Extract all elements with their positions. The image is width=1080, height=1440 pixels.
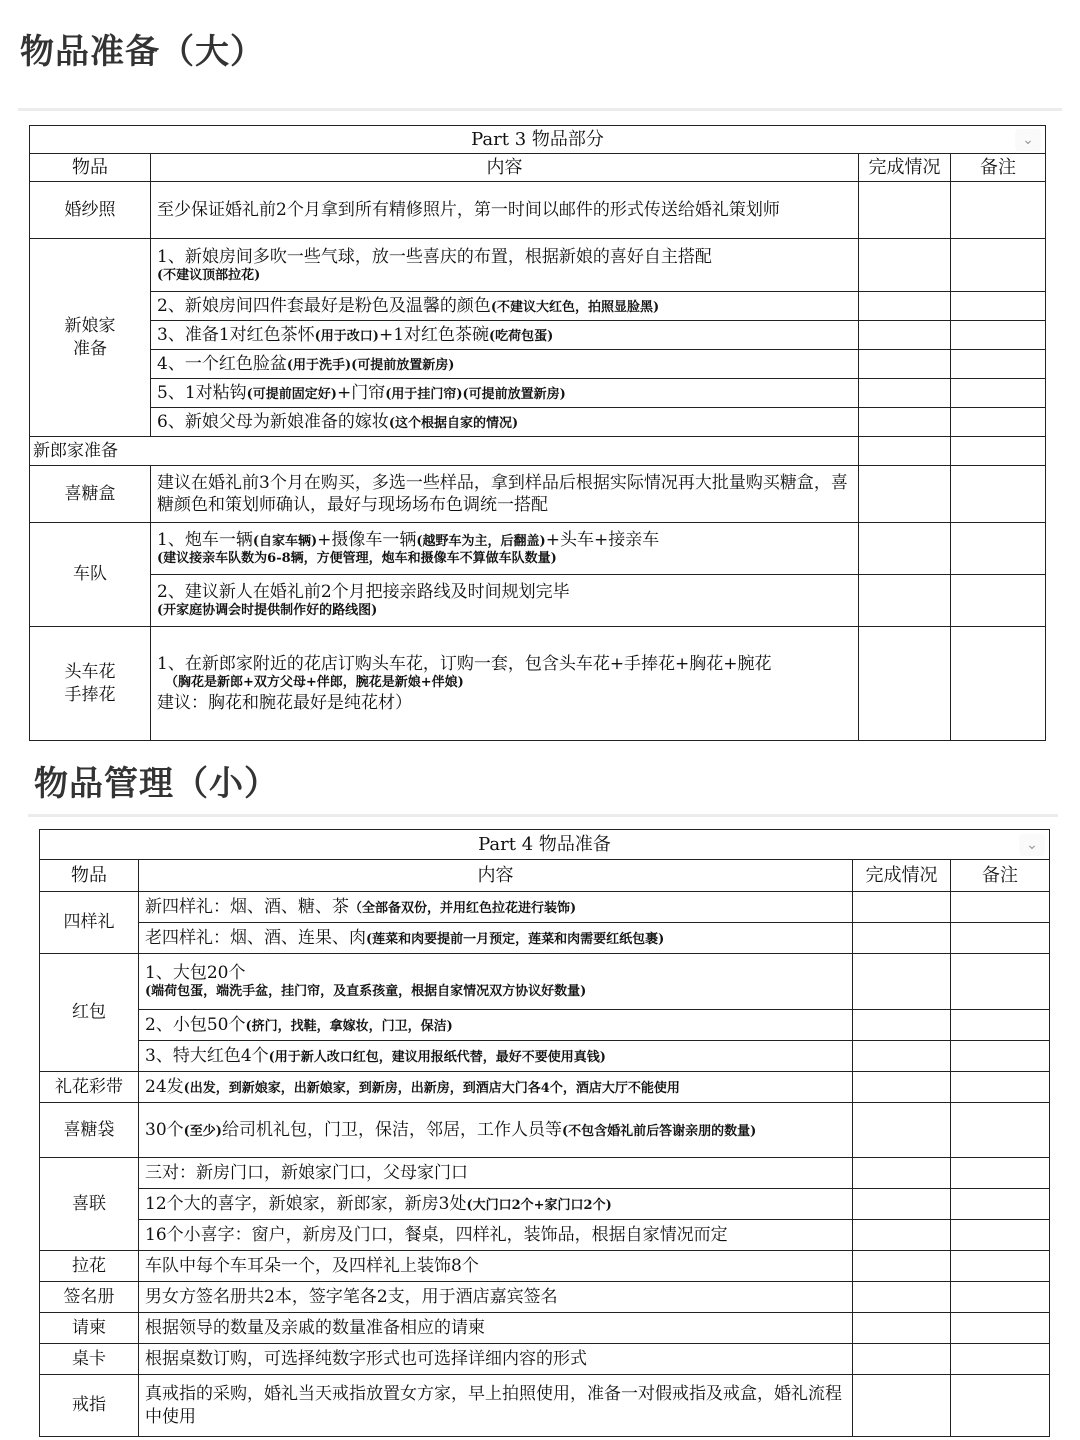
- note-cell[interactable]: [951, 575, 1046, 627]
- content-main: 6、新娘父母为新娘准备的嫁妆: [157, 411, 389, 432]
- spreadsheet-part4: [28, 814, 1058, 1440]
- item-cell: 喜联: [40, 1158, 139, 1251]
- table-row: [40, 1041, 1050, 1072]
- table-row: [40, 1158, 1050, 1189]
- table-row: [30, 350, 1046, 379]
- content-main: 4、一个红色脸盆: [157, 353, 287, 374]
- note-cell[interactable]: [951, 1313, 1050, 1344]
- content-cell: [139, 954, 853, 1010]
- status-cell[interactable]: [853, 1313, 951, 1344]
- part-title: Part 4 物品准备: [478, 833, 611, 855]
- content-cell: [151, 239, 859, 292]
- content-note: （全部备双份，并用红色拉花进行装饰): [349, 900, 577, 916]
- table-row: [30, 408, 1046, 437]
- note-cell[interactable]: [951, 1344, 1050, 1375]
- content-cell: 根据领导的数量及亲戚的数量准备相应的请柬: [139, 1313, 853, 1344]
- table-row: [30, 182, 1046, 239]
- status-cell[interactable]: [859, 627, 951, 741]
- item-cell: 车队: [30, 523, 151, 627]
- table-row: [30, 575, 1046, 627]
- note-cell[interactable]: [951, 627, 1046, 741]
- content-cell: [139, 1010, 853, 1041]
- note-cell[interactable]: [951, 379, 1046, 408]
- content-main: 2、建议新人在婚礼前2个月把接亲路线及时间规划完毕: [157, 582, 570, 602]
- note-cell[interactable]: [951, 1041, 1050, 1072]
- table-row: [40, 1282, 1050, 1313]
- items-table-part4: [39, 829, 1050, 1437]
- note-cell[interactable]: [951, 1251, 1050, 1282]
- status-cell[interactable]: [853, 1251, 951, 1282]
- table-row: [40, 892, 1050, 923]
- content-cell: [139, 1072, 853, 1103]
- status-cell[interactable]: [859, 379, 951, 408]
- status-cell[interactable]: [853, 1041, 951, 1072]
- content-note: (用于改口): [314, 328, 379, 344]
- content-cell: [151, 627, 859, 741]
- content-note: (大门口2个+家门口2个): [466, 1197, 612, 1213]
- status-cell[interactable]: [859, 239, 951, 292]
- content-cell: [139, 923, 853, 954]
- status-cell[interactable]: [859, 408, 951, 437]
- status-cell[interactable]: [853, 892, 951, 923]
- content-main: 给司机礼包，门卫，保洁，邻居，工作人员等: [221, 1119, 562, 1140]
- content-note: (用于新人改口红包，建议用报纸代替，最好不要使用真钱): [268, 1049, 606, 1065]
- spreadsheet-part3: [18, 108, 1062, 742]
- table-row: [40, 1103, 1050, 1158]
- content-note: (不建议大红色，拍照显脸黑): [490, 299, 660, 315]
- status-cell[interactable]: [859, 182, 951, 239]
- table-row: [30, 523, 1046, 575]
- content-cell: [139, 1041, 853, 1072]
- note-cell[interactable]: [951, 1158, 1050, 1189]
- status-cell[interactable]: [859, 575, 951, 627]
- note-cell[interactable]: [951, 292, 1046, 321]
- item-cell: 签名册: [40, 1282, 139, 1313]
- header-status: 完成情况: [859, 154, 951, 182]
- content-main: +头车+接亲车: [545, 530, 660, 550]
- content-main: 建议：胸花和腕花最好是纯花材）: [157, 692, 412, 713]
- content-main: 1、新娘房间多吹一些气球，放一些喜庆的布置，根据新娘的喜好自主搭配: [157, 246, 712, 267]
- content-note: (莲菜和肉要提前一月预定，莲菜和肉需要红纸包裹): [366, 931, 665, 947]
- item-label-line: 新娘家: [64, 316, 116, 337]
- note-cell[interactable]: [951, 1010, 1050, 1041]
- status-cell[interactable]: [859, 292, 951, 321]
- note-cell[interactable]: [951, 1220, 1050, 1251]
- table-row: [40, 1010, 1050, 1041]
- content-note: (建议接亲车队数为6-8辆，方便管理，炮车和摄像车不算做车队数量): [157, 551, 557, 567]
- content-main: 3、特大红色4个: [145, 1045, 269, 1066]
- note-cell[interactable]: [951, 1375, 1050, 1437]
- content-cell: [151, 350, 859, 379]
- content-note: (用于挂门帘)(可提前放置新房): [385, 386, 566, 402]
- header-item: 物品: [40, 860, 139, 892]
- note-cell[interactable]: [951, 1103, 1050, 1158]
- content-cell: 三对：新房门口，新娘家门口，父母家门口: [139, 1158, 853, 1189]
- note-cell[interactable]: [951, 954, 1050, 1010]
- item-cell: 婚纱照: [30, 182, 151, 239]
- part-header: [30, 126, 1046, 154]
- content-note: (越野车为主，后翻盖): [416, 534, 546, 549]
- status-cell[interactable]: [859, 350, 951, 379]
- content-note: (自家车辆): [252, 534, 318, 549]
- table-row: [40, 1313, 1050, 1344]
- header-note: 备注: [951, 154, 1046, 182]
- content-note: (挤门，找鞋，拿嫁妆，门卫，保洁): [245, 1018, 453, 1034]
- content-cell: 真戒指的采购，婚礼当天戒指放置女方家，早上拍照使用，准备一对假戒指及戒盒，婚礼流程中使用: [139, 1375, 853, 1437]
- item-cell: 红包: [40, 954, 139, 1072]
- item-cell: 拉花: [40, 1251, 139, 1282]
- header-item: 物品: [30, 154, 151, 182]
- item-cell: [30, 627, 151, 741]
- content-main: 新四样礼：烟、酒、糖、茶: [145, 896, 349, 917]
- status-cell[interactable]: [853, 1103, 951, 1158]
- content-cell: [151, 292, 859, 321]
- part-title: Part 3 物品部分: [471, 128, 604, 150]
- table-row: [30, 379, 1046, 408]
- note-cell[interactable]: [951, 350, 1046, 379]
- content-note: (至少): [183, 1123, 222, 1139]
- chevron-down-icon[interactable]: ⌄: [1015, 129, 1041, 151]
- content-cell: 男女方签名册共2本，签字笔各2支，用于酒店嘉宾签名: [139, 1282, 853, 1313]
- item-cell: 四样礼: [40, 892, 139, 954]
- content-main: 12个大的喜字，新娘家，新郎家，新房3处: [145, 1193, 467, 1214]
- content-note: (不包含婚礼前后答谢亲朋的数量): [561, 1123, 757, 1139]
- content-main: 2、小包50个: [145, 1014, 246, 1035]
- table-row: [30, 466, 1046, 523]
- status-cell[interactable]: [859, 523, 951, 575]
- status-cell[interactable]: [853, 1220, 951, 1251]
- content-cell: [139, 892, 853, 923]
- part-header: [40, 830, 1050, 860]
- note-cell[interactable]: [951, 408, 1046, 437]
- table-row: [40, 1189, 1050, 1220]
- status-cell[interactable]: [853, 1072, 951, 1103]
- content-main: +门帘: [336, 382, 386, 403]
- item-cell: 戒指: [40, 1375, 139, 1437]
- content-cell: 16个小喜字：窗户，新房及门口，餐桌，四样礼，装饰品，根据自家情况而定: [139, 1220, 853, 1251]
- content-main: 5、1对粘钩: [157, 382, 247, 403]
- content-main: 30个: [145, 1119, 184, 1140]
- note-cell[interactable]: [951, 1189, 1050, 1220]
- content-main: +摄像车一辆: [317, 530, 417, 550]
- content-main: 1、大包20个: [145, 963, 246, 983]
- status-cell[interactable]: [853, 1189, 951, 1220]
- content-cell: [151, 523, 859, 575]
- table-row: [30, 627, 1046, 741]
- table-row: [40, 1251, 1050, 1282]
- note-cell[interactable]: [951, 523, 1046, 575]
- header-note: 备注: [951, 860, 1050, 892]
- content-cell: [139, 1189, 853, 1220]
- section-title-items-large: 物品准备（大）: [20, 32, 265, 72]
- note-cell[interactable]: [951, 437, 1046, 466]
- table-row: [30, 239, 1046, 292]
- section-title-items-small: 物品管理（小）: [34, 764, 279, 804]
- note-cell[interactable]: [951, 1282, 1050, 1313]
- content-note: （胸花是新郎+双方父母+伴郎，腕花是新娘+伴娘): [165, 675, 464, 691]
- status-cell[interactable]: [859, 437, 951, 466]
- item-label-line: 准备: [73, 338, 107, 359]
- table-row: [40, 1072, 1050, 1103]
- table-row: [30, 437, 1046, 466]
- content-cell: [151, 379, 859, 408]
- content-cell: [151, 321, 859, 350]
- content-main: 3、准备1对红色茶怀: [157, 324, 315, 345]
- chevron-down-icon[interactable]: ⌄: [1019, 834, 1045, 856]
- content-cell: [151, 575, 859, 627]
- items-table-part3: [29, 125, 1046, 741]
- note-cell[interactable]: [951, 182, 1046, 239]
- note-cell[interactable]: [951, 466, 1046, 523]
- content-cell: 根据桌数订购，可选择纯数字形式也可选择详细内容的形式: [139, 1344, 853, 1375]
- item-cell: 喜糖盒: [30, 466, 151, 523]
- content-note: (吃荷包蛋): [489, 328, 554, 344]
- content-cell: 车队中每个车耳朵一个，及四样礼上装饰8个: [139, 1251, 853, 1282]
- content-cell: 至少保证婚礼前2个月拿到所有精修照片，第一时间以邮件的形式传送给婚礼策划师: [151, 182, 859, 239]
- content-cell: [151, 408, 859, 437]
- item-label-line: 头车花: [64, 662, 116, 683]
- content-note: (这个根据自家的情况): [388, 415, 519, 431]
- status-cell[interactable]: [853, 954, 951, 1010]
- content-main: +1对红色茶碗: [378, 324, 490, 345]
- table-row: [40, 923, 1050, 954]
- item-cell: 礼花彩带: [40, 1072, 139, 1103]
- item-cell: 桌卡: [40, 1344, 139, 1375]
- status-cell[interactable]: [859, 321, 951, 350]
- note-cell[interactable]: [951, 923, 1050, 954]
- header-content: 内容: [151, 154, 859, 182]
- table-row: [40, 1375, 1050, 1437]
- item-label-line: 手捧花: [64, 684, 116, 705]
- note-cell[interactable]: [951, 321, 1046, 350]
- note-cell[interactable]: [951, 892, 1050, 923]
- content-note: (不建议顶部拉花): [157, 267, 261, 283]
- content-note: (端荷包蛋，端洗手盆，挂门帘，及直系孩童，根据自家情况双方协议好数量): [145, 984, 587, 1000]
- content-cell: [139, 1103, 853, 1158]
- group-label-groom-home: 新郎家准备: [30, 437, 859, 466]
- content-main: 24发: [145, 1076, 184, 1097]
- content-main: 1、在新郎家附近的花店订购头车花，订购一套，包含头车花+手捧花+胸花+腕花: [157, 653, 772, 674]
- item-cell: 请柬: [40, 1313, 139, 1344]
- item-cell: 喜糖袋: [40, 1103, 139, 1158]
- header-status: 完成情况: [853, 860, 951, 892]
- table-row: [40, 1220, 1050, 1251]
- table-row: [40, 954, 1050, 1010]
- table-row: [30, 321, 1046, 350]
- status-cell[interactable]: [853, 1375, 951, 1437]
- status-cell[interactable]: [853, 1282, 951, 1313]
- note-cell[interactable]: [951, 239, 1046, 292]
- content-note: (用于洗手)(可提前放置新房): [286, 357, 455, 373]
- content-main: 2、新娘房间四件套最好是粉色及温馨的颜色: [157, 295, 491, 316]
- status-cell[interactable]: [853, 1158, 951, 1189]
- item-cell: [30, 239, 151, 437]
- status-cell[interactable]: [853, 923, 951, 954]
- table-row: [40, 1344, 1050, 1375]
- table-row: [30, 292, 1046, 321]
- note-cell[interactable]: [951, 1072, 1050, 1103]
- content-main: 老四样礼：烟、酒、连果、肉: [145, 927, 366, 948]
- content-cell: 建议在婚礼前3个月在购买，多选一些样品，拿到样品后根据实际情况再大批量购买糖盒，喜糖颜色和策划师确认，最好与现场场布色调统一搭配: [151, 466, 859, 523]
- status-cell[interactable]: [853, 1010, 951, 1041]
- content-main: 1、炮车一辆: [157, 530, 253, 550]
- content-note: (出发，到新娘家，出新娘家，到新房，出新房，到酒店大门各4个，酒店大厅不能使用: [183, 1080, 680, 1096]
- content-note: (可提前固定好): [246, 386, 337, 402]
- header-content: 内容: [139, 860, 853, 892]
- status-cell[interactable]: [859, 466, 951, 523]
- content-note: (开家庭协调会时提供制作好的路线图): [157, 603, 378, 619]
- status-cell[interactable]: [853, 1344, 951, 1375]
